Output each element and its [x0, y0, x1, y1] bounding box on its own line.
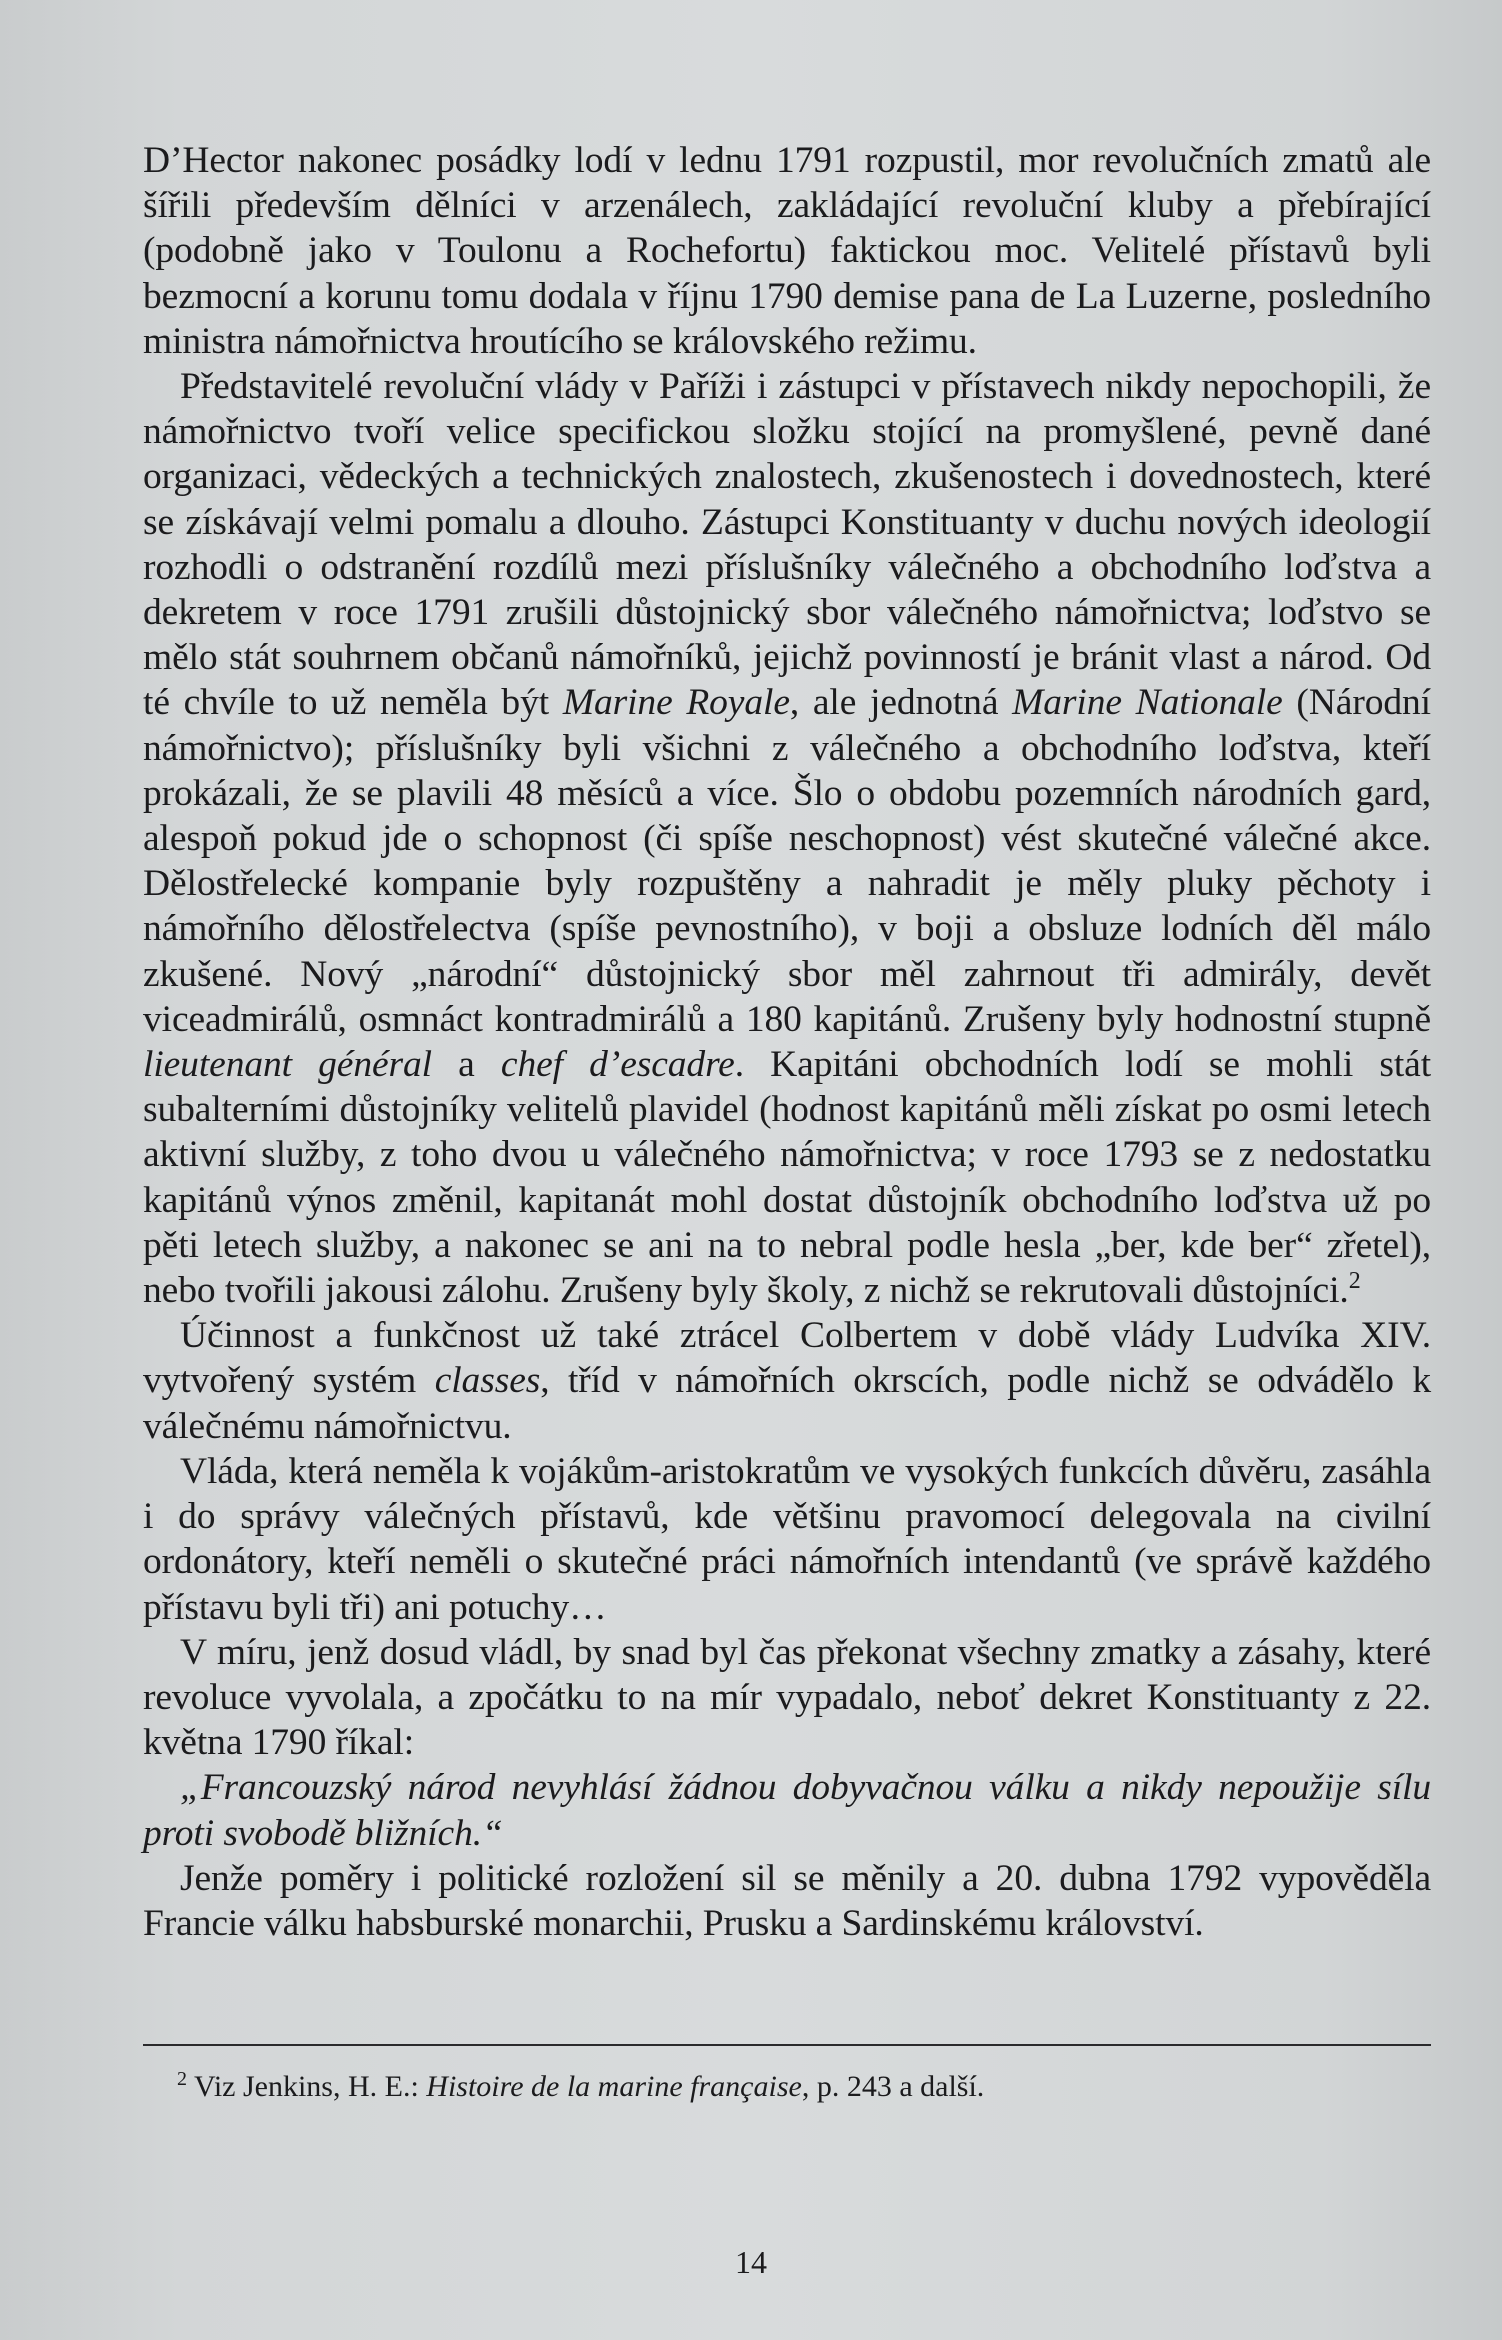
term-chef-d-escadre: chef d’escadre [500, 1044, 735, 1086]
footnote-marker: 2 [177, 2068, 187, 2090]
term-marine-nationale: Marine Nationale [1012, 682, 1283, 724]
paragraph-6 [143, 1856, 1431, 1946]
term-marine-royale: Marine Royale [562, 682, 790, 724]
footnote-divider [143, 2044, 1431, 2046]
paragraph-3-text-a: Účinnost a funkčnost už také ztrácel Colbertem v době vlády Ludvíka XIV. vytvořený systém [143, 1315, 1431, 1402]
paragraph-2-text-a: Představitelé revoluční vlády v Paříži i zástupci v přístavech nikdy nepochopili, že námořnictvo tvoří velice specifickou složku stojící na promyšlené, pevně dané organizaci, vědeckých a technických znalostech, zkušenostech i dovednostech, které se získávají velmi pomalu a dlouho. Zástupci Konstituanty v duchu nových ideologií rozhodli o odstranění rozdílů mezi příslušníky válečného a obchodního loďstva a dekretem v roce 1791 zrušili důstojnický sbor válečného námořnictva; loďstvo se mělo stát souhrnem občanů námořníků, jejichž povinností je bránit vlast a národ. Od té chvíle to už neměla být [143, 366, 1431, 724]
term-lieutenant-general: lieutenant général [143, 1044, 432, 1086]
paragraph-4-text: Vláda, která neměla k vojákům-aristokratům ve vysokých funkcích důvěru, zasáhla i do správy válečných přístavů, kde většinu pravomocí delegovala na civilní ordonátory, kteří neměli o skutečné práci námořních intendantů (ve správě každého přístavu byli tři) ani potuchy… [143, 1450, 1431, 1628]
footnote-book-title: Histoire de la marine française [426, 2070, 802, 2103]
paragraph-6-text: Jenže poměry i politické rozložení sil se měnily a 20. dubna 1792 vypověděla Francie válku habsburské monarchii, Prusku a Sardinskému království. [143, 1857, 1431, 1944]
footnote-reference: 2 [1348, 1268, 1361, 1295]
paragraph-5-text: V míru, jenž dosud vládl, by snad byl čas překonat všechny zmatky a zásahy, které revoluce vyvolala, a zpočátku to na mír vypadalo, neboť dekret Konstituanty z 22. května 1790 říkal: [143, 1631, 1431, 1764]
paragraph-3-text-b: , tříd v námořních okrscích, podle nichž se odvádělo k válečnému námořnictvu. [143, 1360, 1431, 1447]
paragraph-2-text-c: (Národní námořnictvo); příslušníky byli všichni z válečného a obchodního loďstva, kteří prokázali, že se plavili 48 měsíců a více. Šlo o obdobu pozemních národních gard, alespoň pokud jde o schopnost (či spíše neschopnost) vést skutečné válečné akce. Dělostřelecké kompanie byly rozpuštěny a nahradit je měly pluky pěchoty i námořního dělostřelectva (spíše pevnostního), v boji a obsluze lodních děl málo zkušené. Nový „národní“ důstojnický sbor měl zahrnout tři admirály, devět viceadmirálů, osmnáct kontradmirálů a 180 kapitánů. Zrušeny byly hodnostní stupně [143, 682, 1432, 1040]
paragraph-1-text: D’Hector nakonec posádky lodí v lednu 1791 rozpustil, mor revolučních zmatů ale šířili především dělníci v arzenálech, zakládající revoluční kluby a přebírající (podobně jako v Toulonu a Rochefortu) faktickou moc. Velitelé přístavů byli bezmocní a korunu tomu dodala v říjnu 1790 demise pana de La Luzerne, posledního ministra námořnictva hroutícího se královského režimu. [143, 140, 1431, 362]
footnote-text-after: , p. 243 a další. [801, 2070, 985, 2103]
footnote-text-before: Viz Jenkins, H. E.: [187, 2070, 427, 2103]
term-classes: classes [434, 1360, 541, 1402]
paragraph-4 [143, 1449, 1431, 1630]
paragraph-3 [143, 1313, 1431, 1449]
decree-quote [143, 1765, 1431, 1855]
decree-quote-text: „Francouzský národ nevyhlásí žádnou dobyvačnou válku a nikdy nepoužije sílu proti svobodě bližních.“ [143, 1767, 1431, 1854]
body-text [143, 138, 1431, 1946]
paragraph-2-text-b: , ale jednotná [789, 682, 999, 724]
paragraph-2-text-e: . Kapitáni obchodních lodí se mohli stát subalterními důstojníky velitelů plavidel (hodnost kapitánů měli získat po osmi letech aktivní služby, z toho dvou u válečného námořnictva; v roce 1793 se z nedostatku kapitánů výnos změnil, kapitanát mohl dostat důstojník obchodního loďstva už po pěti letech služby, a nakonec se ani na to nebral podle hesla „ber, kde ber“ zřetel), nebo tvořili jakousi zálohu. Zrušeny byly školy, z nichž se rekrutovali důstojníci. [143, 1044, 1432, 1312]
page-number: 14 [735, 2244, 767, 2280]
paragraph-2 [143, 364, 1431, 1313]
paragraph-5 [143, 1630, 1431, 1766]
paragraph-1 [143, 138, 1431, 364]
footnote [177, 2068, 1397, 2106]
paragraph-2-text-d: a [432, 1044, 475, 1086]
